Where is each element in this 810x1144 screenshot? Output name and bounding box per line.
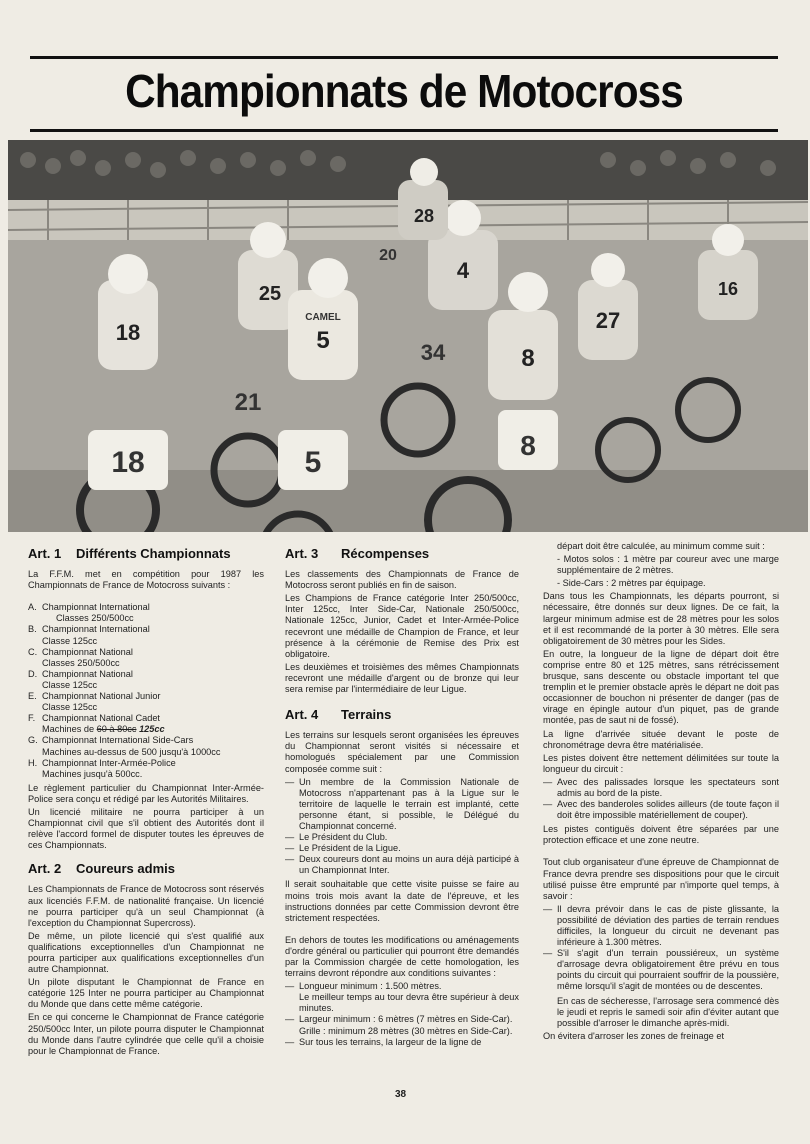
list-item: D. Championnat National Classe 125cc [28,668,133,690]
conditions-list [285,981,519,1048]
column-1 [28,540,264,1059]
list-item: — Il devra prévoir dans le cas de piste glissante, la possibilité de déviation des parties de terrain rendues difficiles, la longueur du circuit ne devenant pas inférieure à 1.300 mètres. [543,903,779,948]
paragraph: Dans tous les Championnats, les départs pourront, si nécessaire, être donnés sur deux lignes. De ce fait, la largeur minimum admise est de 28 mètres pour les solos et il est recommandé de la porter à 30 mètres. Elle sera obligatoirement de 30 mètres pour les Sides. [543,591,779,646]
bib-number: 8 [521,345,535,372]
bib-number: 16 [717,279,739,299]
list-item: F. Championnat National Cadet Machines de 60 à 80cc 125cc [28,713,165,735]
list-item: — S'il s'agit d'un terrain poussiéreux, un système d'arrosage devra obligatoirement être prévu en tous points du circuit qui pourraient souffrir de la poussière, même lorsqu'il s'agit de montées ou de descentes. [543,948,779,992]
paragraph: Les deuxièmes et troisièmes des mêmes Championnats recevront une médaille d'argent ou de bronze qui leur sera remise par l'intermédiaire de leur Ligue. [285,661,519,695]
paragraph: En dehors de toutes les modifications ou aménagements d'ordre général ou particulier qui pourront être demandés par la Commission chargée de cette homologation, les terrains devront répondre aux conditions suivantes : [285,934,519,979]
paragraph: De même, un pilote licencié qui s'est qualifié aux qualifications exceptionnelles d'un Championnat ne pourra participer aux qualifications exceptionnelles d'un autre Championnat. [28,930,264,975]
list-item: — Avec des banderoles solides ailleurs (de toute façon il doit être impossible matériellement de couper). [543,799,779,821]
list-item: — Le Président du Club. [285,832,388,843]
list-item: — Sur tous les terrains, la largeur de la ligne de [285,1036,482,1047]
track-boundary-list [543,777,779,821]
paragraph: Un pilote disputant le Championnat de France en catégorie 125 Inter ne pourra participer au Championnat du Monde que dans cette même catégorie. [28,977,264,1010]
paragraph: En outre, la longueur de la ligne de départ doit être comprise entre 80 et 125 mètres, sans rétrécissement brusque, sans descente ou obstacle important tel que tremplin et le premier obstacle après le départ ne doit pas occasionner de bouchon ni présenter de danger (pas de virage en épingle autour d'un piquet, pas de grande montée, pas de saut ni de fossé). [543,648,779,726]
paragraph: - Motos solos : 1 mètre par coureur avec une marge supplémentaire de 2 mètres. [557,554,779,576]
column-2 [285,540,519,1051]
weather-list [543,904,779,993]
paragraph: La ligne d'arrivée située devant le poste de chronométrage devra être matérialisée. [543,728,779,750]
paragraph: En ce qui concerne le Championnat de France catégorie 250/500cc Inter, un pilote pourra disputer le Championnat du Monde dans l'autre cylindrée que celle qu'il a choisie pour le Championnat de France. [28,1012,264,1056]
list-item: — Avec des palissades lorsque les spectateurs sont admis au bord de la piste. [543,776,779,798]
paragraph: départ doit être calculée, au minimum comme suit : [557,541,765,551]
list-item: C. Championnat National Classes 250/500cc [28,646,133,668]
list-item: G. Championnat International Side-Cars Machines au-dessus de 500 jusqu'à 1000cc [28,735,221,757]
list-item: A. Championnat International Classes 250/500cc [28,602,150,624]
bib-number: 20 [379,247,397,264]
paragraph: - Side-Cars : 2 mètres par équipage. [557,578,706,589]
motocross-photo-illustration [8,140,808,532]
paragraph: Tout club organisateur d'une épreuve de Championnat de France devra prendre ses dispositions pour que le circuit utilisé puisse être emprunté par n'importe quel temps, à savoir : [543,857,779,901]
paragraph: Un licencié militaire ne pourra participer à un Championnat civil que s'il obtient des Autorités dont il relève l'accord formel de disputer toutes les épreuves de ces Championnats. [28,806,264,851]
sponsor-label: CAMEL [305,312,341,323]
paragraph: Les pistes doivent être nettement délimitées sur toute la longueur du circuit : [543,752,779,774]
list-item: — Deux coureurs dont au moins un aura déjà participé à un Championnat Inter. [285,854,519,876]
paragraph: Les Champions de France catégorie Inter 250/500cc, Inter 125cc, Inter Side-Car, Nationale 250/500cc, Nationale 125cc, Junior, Cadet et Inter-Armée-Police recevront une médaille de Champion de France, et leur présence à la cérémonie de Remise des Prix est obligatoire. [285,593,519,659]
bib-number: 8 [520,430,536,461]
bib-number: 21 [234,389,262,416]
bib-number: 5 [316,327,330,354]
article-2-heading: Art. 2 Coureurs admis [28,861,175,877]
bib-number: 25 [258,283,282,305]
list-item: — Longueur minimum : 1.500 mètres. Le meilleur temps au tour devra être supérieur à deux minutes. [285,981,519,1014]
article-4-heading: Art. 4 Terrains [285,707,392,723]
article-3-heading: Art. 3 Récompenses [285,546,430,561]
bib-number: 18 [111,446,145,479]
bib-number: 34 [420,340,446,365]
motocross-photo [8,140,808,532]
paragraph: Les classements des Championnats de France de Motocross seront publiés en fin de saison. [285,569,519,591]
paragraph: Il serait souhaitable que cette visite puisse se faire au moins trois mois avant la date de l'épreuve, et les instructions données par cette Commission devront être strictement respectées. [285,879,519,923]
article-1-heading: Art. 1 Différents Championnats [28,546,231,561]
paragraph: On évitera d'arroser les zones de freinage et [543,1030,725,1041]
bib-number: 27 [595,308,621,333]
bib-number: 4 [456,258,470,283]
column-3 [543,541,779,1044]
paragraph: Les terrains sur lesquels seront organisées les épreuves du Championnat seront visités si nécessaire et homologués spécialement par une Commission composée comme suit : [285,730,519,774]
championship-list [28,602,264,780]
paragraph: En cas de sécheresse, l'arrosage sera commencé dès le jeudi et repris le samedi soir afin d'éviter autant que possible d'arroser le dimanche après-midi. [557,995,779,1028]
list-item: — Un membre de la Commission Nationale de Motocross n'appartenant pas à la Ligue sur le territoire de laquelle le terrain est implanté, cette personne étant, si possible, le Délégué du Championnat concerné. [285,776,519,831]
title-underline [30,129,778,132]
handwritten-correction: 125cc [139,724,165,735]
list-item: — Largeur minimum : 6 mètres (7 mètres en Side-Car). Grille : minimum 28 mètres (30 mètres en Side-Car). [285,1014,513,1036]
paragraph: Le règlement particulier du Championnat Inter-Armée-Police sera conçu et rédigé par les Autorités Militaires. [28,782,264,804]
list-item: — Le Président de la Ligue. [285,843,401,854]
page-number: 38 [395,1089,407,1100]
list-item: E. Championnat National Junior Classe 125cc [28,691,161,713]
bib-number: 18 [115,320,141,345]
bib-number: 28 [413,206,435,226]
top-rule [30,56,778,59]
commission-list [285,777,519,877]
bib-number: 5 [304,446,322,479]
article-1-intro: La F.F.M. met en compétition pour 1987 les Championnats de France de Motocross suivants : [28,569,264,591]
paragraph: Les Championnats de France de Motocross sont réservés aux licenciés F.F.M. de nationalité française. Un licencié ne pourra participer qu'à un seul Championnat (à l'exception du Championnat Supercross). [28,884,264,928]
paragraph: Les pistes contiguës doivent être séparées par une protection efficace et une zone neutre. [543,824,779,846]
page-title: Championnats de Motocross [125,65,683,117]
list-item: B. Championnat International Classe 125cc [28,624,150,646]
list-item: H. Championnat Inter-Armée-Police Machines jusqu'à 500cc. [28,757,176,779]
